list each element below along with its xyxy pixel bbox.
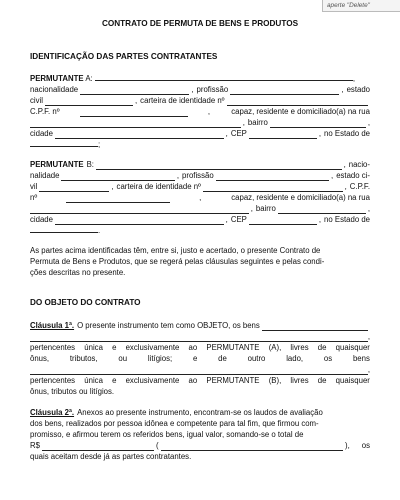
state-field[interactable] <box>30 139 98 147</box>
identification-heading: IDENTIFICAÇÃO DAS PARTES CONTRATANTES <box>30 52 218 61</box>
party-a-goods-field-2[interactable] <box>30 334 368 342</box>
word: de <box>317 343 327 352</box>
id-card-label-b: carteira de identidade nº <box>116 182 201 191</box>
party-b-line-6: cidade , CEP , no Estado de <box>30 215 370 224</box>
word: livres <box>290 343 309 352</box>
civil-label: civil <box>30 96 43 105</box>
party-a-line-4: C.P.F. nº , capaz, residente e domiciliado(a) na rua <box>30 107 370 116</box>
party-b-line-2: nalidade , profissão , estado ci- <box>30 171 370 180</box>
party-a-line-6: cidade , CEP , no Estado de <box>30 129 370 138</box>
party-a-line-3: civil , carteira de identidade nº <box>30 95 370 106</box>
marital-status-label-b: estado ci- <box>336 171 370 180</box>
street-field[interactable] <box>30 120 241 128</box>
party-a-line-7: ; <box>30 139 370 150</box>
party-a-suffix: A: <box>85 74 93 83</box>
party-b-line-7: . <box>30 225 370 236</box>
party-a-line-1: PERMUTANTE A: , <box>30 74 356 83</box>
word: e <box>112 343 117 352</box>
city-label-b: cidade <box>30 215 53 224</box>
cpf-label-b: C.P.F. <box>349 182 370 191</box>
total-value-field[interactable] <box>42 443 154 451</box>
word: bens <box>352 354 370 363</box>
district-label: bairro <box>247 118 268 127</box>
district-field[interactable] <box>270 120 366 128</box>
id-card-field[interactable] <box>227 98 368 106</box>
district-field-b[interactable] <box>278 206 366 214</box>
word: quaisquer <box>335 376 370 385</box>
word: e <box>192 354 198 363</box>
clause-2-label: Cláusula 2ª. <box>30 408 75 417</box>
agreement-line-2: Permuta de Bens e Produtos, que se regerá pelas cláusulas seguintes e pelas condi- <box>30 257 325 266</box>
cpf-no-label-b: nº <box>30 193 38 202</box>
word: exclusivamente <box>125 343 180 352</box>
document-title: CONTRATO DE PERMUTA DE BENS E PRODUTOS <box>101 19 299 28</box>
word: tributos, <box>69 354 98 363</box>
word: PERMUTANTE <box>206 376 260 385</box>
cep-field-b[interactable] <box>249 217 317 225</box>
nationality-label-b-2: nalidade <box>30 171 60 180</box>
word: (A), <box>268 343 282 352</box>
clause-2-line-5: quais aceitam desde já as partes contratantes. <box>30 452 192 461</box>
paren-close: ), <box>344 441 350 450</box>
clause-1-line-2: , <box>30 331 370 342</box>
word: ônus, <box>30 354 50 363</box>
word: de <box>317 376 327 385</box>
clause-2-text: Anexos ao presente instrumento, encontram-se os laudos de avaliação <box>77 408 323 417</box>
state-label-b: no Estado de <box>324 215 370 224</box>
clause-2-line-4 <box>30 440 370 451</box>
clause-1-line-6 <box>30 375 370 386</box>
word: outro <box>247 354 266 363</box>
cep-field[interactable] <box>249 131 317 139</box>
word: ao <box>188 343 198 352</box>
civil-label-b: vil <box>30 182 38 191</box>
city-field[interactable] <box>55 131 224 139</box>
word: PERMUTANTE <box>206 343 260 352</box>
clause-1-text: O presente instrumento tem como OBJETO, os bens <box>77 321 260 330</box>
party-b-line-1: PERMUTANTE B: , nacio- <box>30 160 370 169</box>
word: quaisquer <box>335 343 370 352</box>
party-b-label: PERMUTANTE <box>30 160 84 169</box>
city-label: cidade <box>30 129 53 138</box>
state-field-b[interactable] <box>30 225 98 233</box>
word: lado, <box>286 354 304 363</box>
party-a-goods-field[interactable] <box>262 323 368 331</box>
clause-1-label: Cláusula 1ª. <box>30 321 75 330</box>
agreement-line-3: ções descritas no presente. <box>30 268 126 277</box>
word: única <box>84 376 103 385</box>
corner-tooltip: aperte "Delete" <box>322 0 400 12</box>
clause-1-line-7: ônus, tributos ou litígios. <box>30 387 115 396</box>
clause-2-line-3: promisso, e afirmou terem os referidos bens, igual valor, somando-se o total de <box>30 430 304 439</box>
party-b-name-field[interactable] <box>96 162 342 170</box>
word: (B), <box>268 376 282 385</box>
nationality-label: nacionalidade <box>30 85 79 94</box>
nationality-field-b[interactable] <box>61 173 174 181</box>
party-b-line-3: vil , carteira de identidade nº , C.P.F. <box>30 182 370 191</box>
total-value-words-field[interactable] <box>161 443 343 451</box>
os-word: os <box>361 441 370 450</box>
clause-1-line-4 <box>30 353 370 364</box>
clause-1-line-3 <box>30 342 370 353</box>
party-a-line-2: nacionalidade , profissão , estado <box>30 85 370 94</box>
party-b-suffix: B: <box>86 160 94 169</box>
city-field-b[interactable] <box>55 217 224 225</box>
word: pertencentes <box>30 376 76 385</box>
address-label: capaz, residente e domiciliado(a) na rua <box>231 107 370 116</box>
marital-status-field[interactable] <box>45 98 133 106</box>
word: e <box>112 376 117 385</box>
word: única <box>84 343 103 352</box>
cpf-field-b[interactable] <box>66 195 170 203</box>
word: litígios; <box>147 354 173 363</box>
state-label: no Estado de <box>324 129 370 138</box>
word: ou <box>118 354 128 363</box>
party-a-line-5: , bairro , <box>30 117 370 128</box>
object-heading: DO OBJETO DO CONTRATO <box>30 298 141 307</box>
id-card-label: carteira de identidade nº <box>140 96 225 105</box>
profession-field[interactable] <box>230 87 339 95</box>
cpf-label: C.P.F. nº <box>30 107 60 116</box>
currency-label: R$ <box>30 441 40 450</box>
word: ao <box>188 376 198 385</box>
paren-open: ( <box>155 441 159 450</box>
cep-label-b: CEP <box>230 215 247 224</box>
marital-status-label: estado <box>346 85 370 94</box>
clause-1-line-1 <box>30 320 370 331</box>
word: exclusivamente <box>125 376 180 385</box>
party-a-name-field[interactable] <box>95 73 353 81</box>
agreement-line-1: As partes acima identificadas têm, entre si, justo e acertado, o presente Contrato de <box>30 246 321 255</box>
cpf-field[interactable] <box>80 109 188 117</box>
clause-2-line-1 <box>30 407 370 418</box>
profession-field-b[interactable] <box>216 173 329 181</box>
nationality-label-b: nacio- <box>348 160 370 169</box>
party-a-label: PERMUTANTE <box>30 74 84 83</box>
party-b-line-4: nº , capaz, residente e domiciliado(a) na rua <box>30 193 370 202</box>
address-label-b: capaz, residente e domiciliado(a) na rua <box>231 193 370 202</box>
cep-label: CEP <box>230 129 247 138</box>
profession-label-b: profissão <box>182 171 214 180</box>
marital-status-field-b[interactable] <box>39 184 109 192</box>
party-b-line-5: , bairro , <box>30 203 370 214</box>
clause-1-line-5: , <box>30 364 370 375</box>
street-field-b[interactable] <box>30 206 249 214</box>
word: pertencentes <box>30 343 76 352</box>
id-card-field-b[interactable] <box>203 184 343 192</box>
word: de <box>218 354 227 363</box>
nationality-field[interactable] <box>80 87 189 95</box>
clause-2-line-2: dos bens, realizados por pessoa idônea e competente para tal fim, que firmou com- <box>30 419 319 428</box>
profession-label: profissão <box>196 85 229 94</box>
word: livres <box>290 376 309 385</box>
party-b-goods-field[interactable] <box>30 367 368 375</box>
word: os <box>323 354 333 363</box>
district-label-b: bairro <box>255 204 276 213</box>
